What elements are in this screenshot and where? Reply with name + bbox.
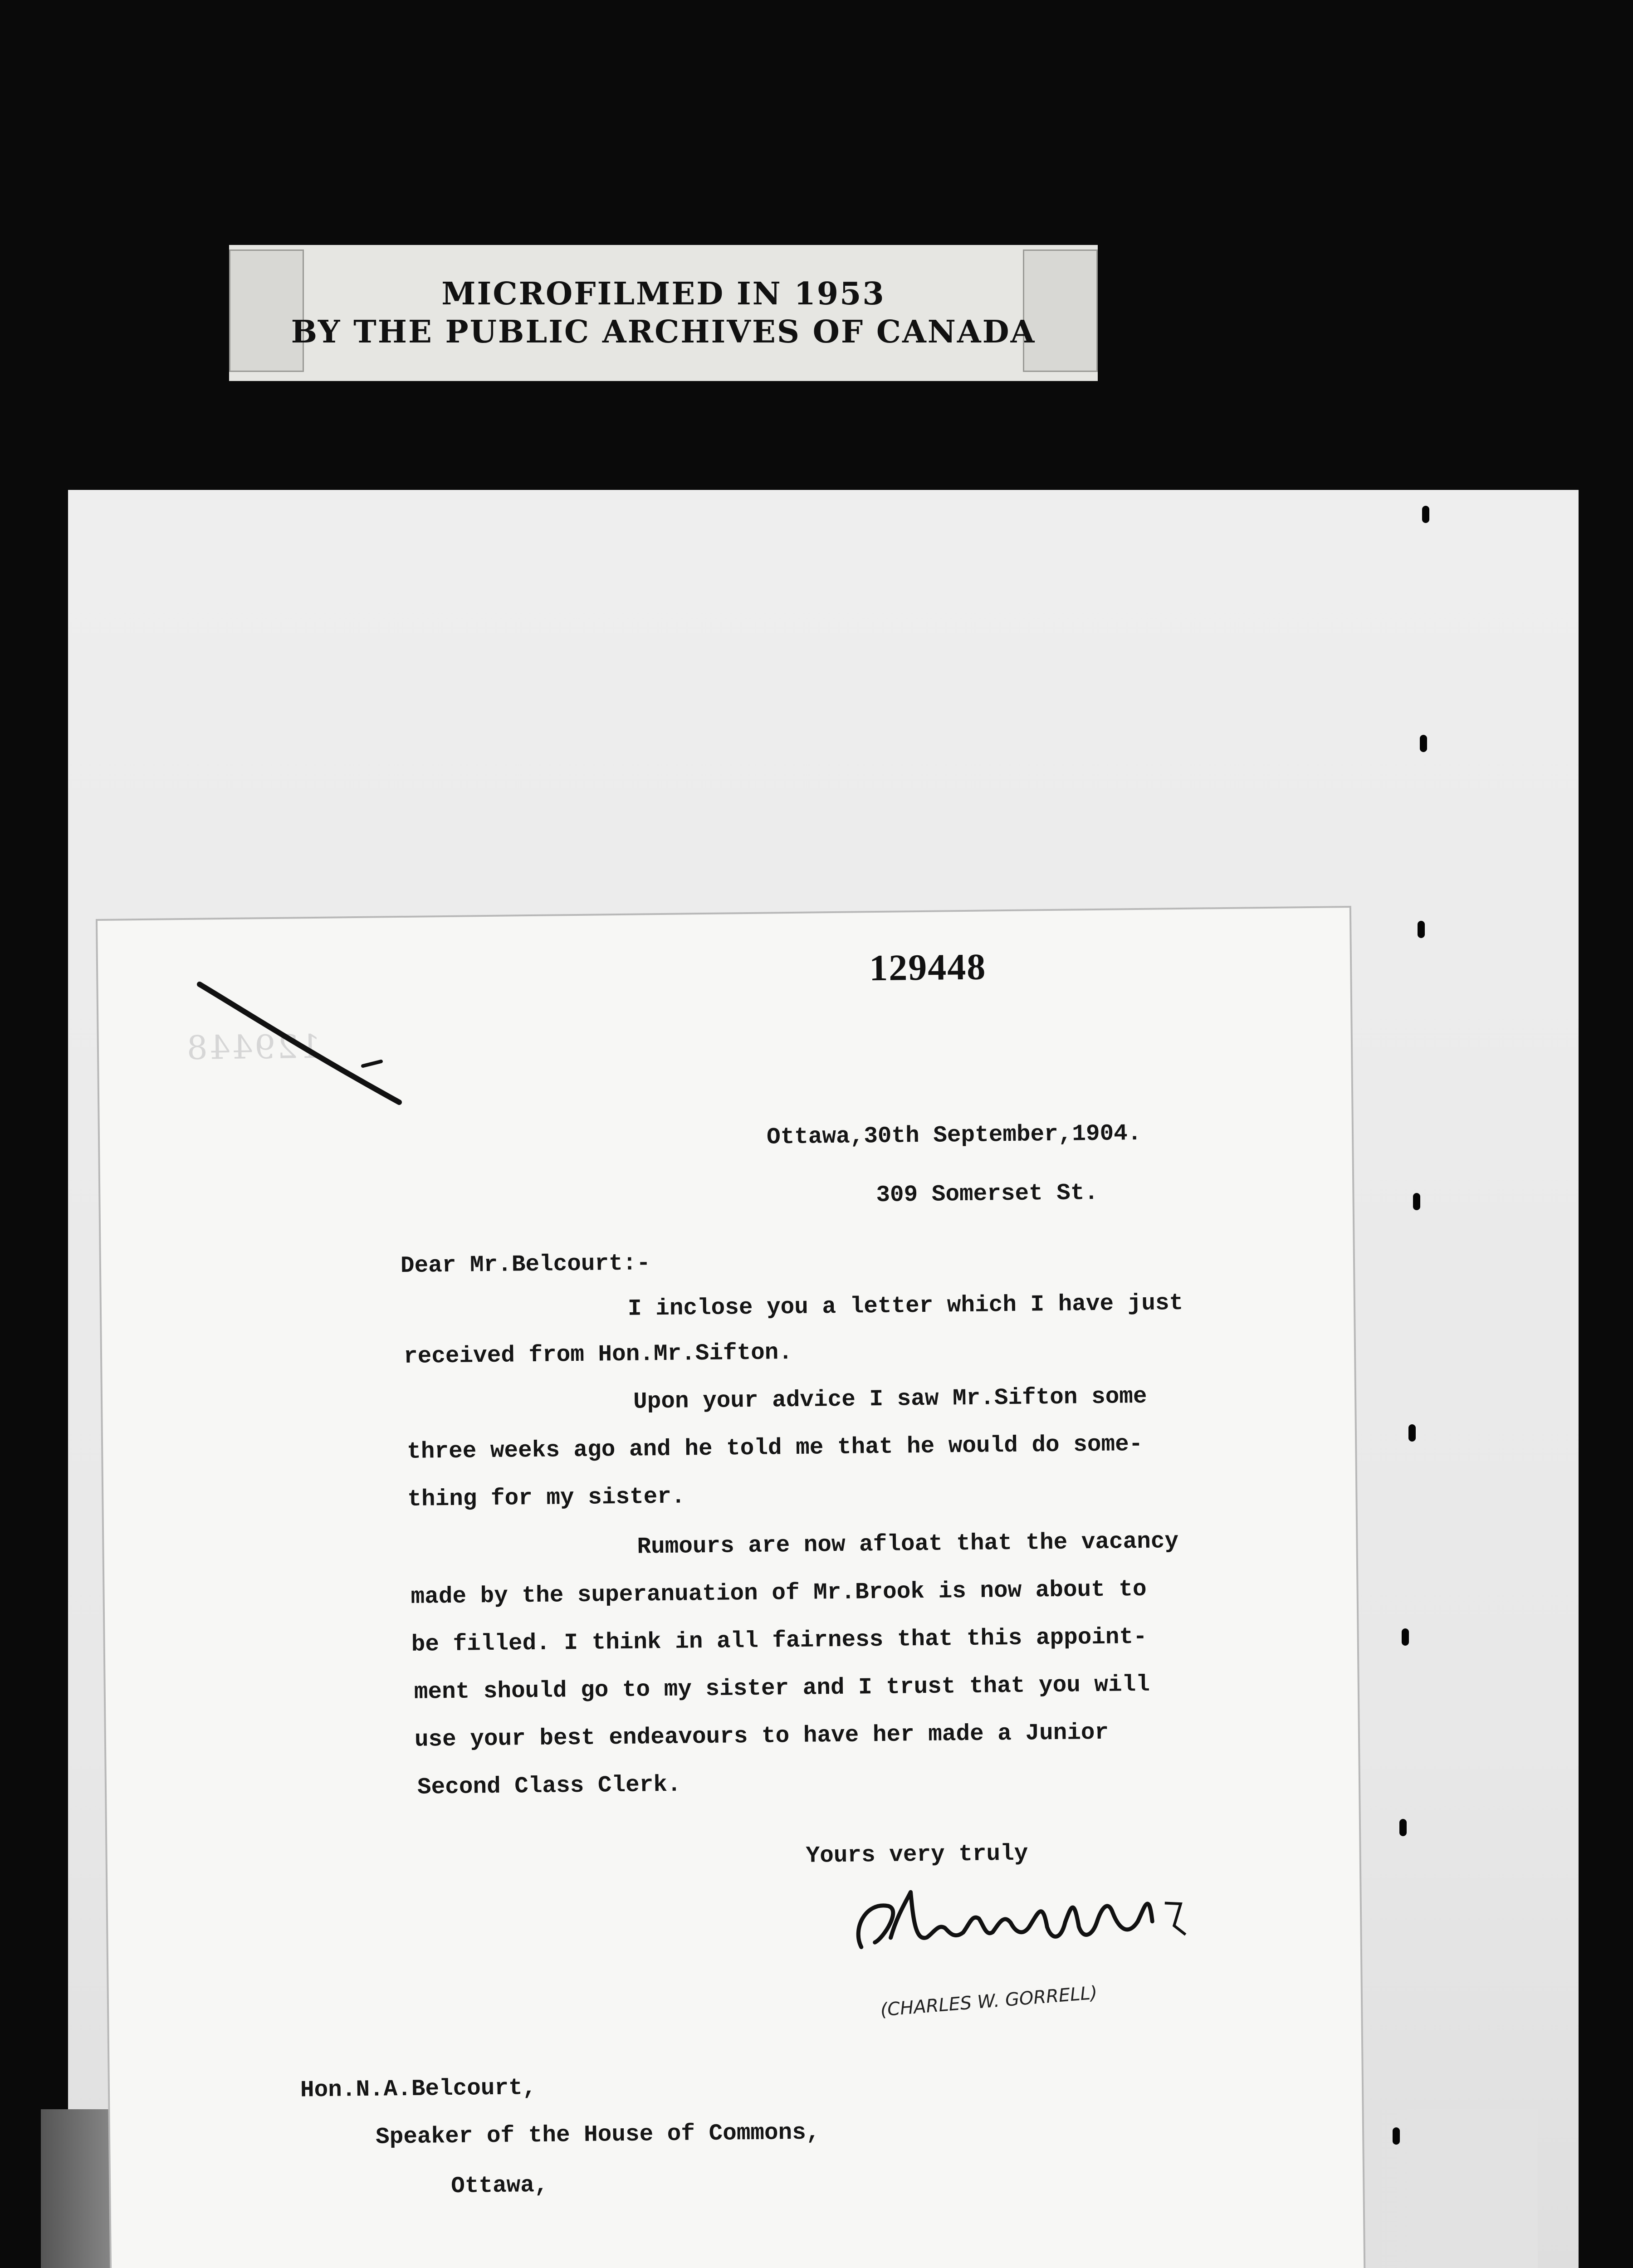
body-line: three weeks ago and he told me that he would do some- bbox=[407, 1431, 1143, 1465]
body-line: I inclose you a letter which I have just bbox=[627, 1290, 1183, 1322]
dateline: Ottawa,30th September,1904. bbox=[766, 1120, 1142, 1151]
pen-stroke-mark bbox=[191, 975, 408, 1111]
recipient-name: Hon.N.A.Belcourt, bbox=[300, 2075, 537, 2104]
body-line: Upon your advice I saw Mr.Sifton some bbox=[633, 1383, 1147, 1415]
handwritten-signature bbox=[847, 1871, 1193, 1975]
body-line: Second Class Clerk. bbox=[417, 1772, 681, 1801]
salutation: Dear Mr.Belcourt:- bbox=[400, 1251, 651, 1280]
body-line: use your best endeavours to have her made a Junior bbox=[414, 1720, 1109, 1753]
body-line: thing for my sister. bbox=[407, 1484, 685, 1513]
binder-hole-mark bbox=[1408, 1424, 1416, 1442]
binder-hole-mark bbox=[1422, 506, 1429, 523]
binder-hole-mark bbox=[1418, 921, 1425, 938]
binder-hole-mark bbox=[1413, 1193, 1420, 1210]
body-line: ment should go to my sister and I trust that you will bbox=[414, 1672, 1150, 1706]
body-line: made by the superanuation of Mr.Brook is now about to bbox=[411, 1576, 1147, 1610]
bleed-through-number: 129448 bbox=[185, 1027, 321, 1067]
banner-line-1: MICROFILMED IN 1953 bbox=[441, 276, 885, 312]
binder-hole-mark bbox=[1393, 2127, 1400, 2145]
microfilm-banner bbox=[229, 245, 1098, 381]
signature-annotation: (CHARLES W. GORRELL) bbox=[879, 1982, 1098, 2021]
recipient-title: Speaker of the House of Commons, bbox=[375, 2120, 820, 2151]
body-line: received from Hon.Mr.Sifton. bbox=[403, 1340, 793, 1370]
banner-tab-right bbox=[1023, 249, 1098, 372]
recipient-city: Ottawa, bbox=[450, 2172, 548, 2200]
sender-address: 309 Somerset St. bbox=[876, 1180, 1099, 1209]
banner-tab-left bbox=[229, 249, 304, 372]
body-line: be filled. I think in all fairness that this appoint- bbox=[411, 1624, 1148, 1658]
binder-hole-mark bbox=[1399, 1819, 1407, 1836]
document-number: 129448 bbox=[869, 946, 987, 989]
closing: Yours very truly bbox=[806, 1841, 1028, 1869]
binder-hole-mark bbox=[1402, 1628, 1409, 1646]
letter-sheet bbox=[98, 908, 1365, 2268]
banner-line-2: BY THE PUBLIC ARCHIVES OF CANADA bbox=[291, 314, 1036, 350]
binder-hole-mark bbox=[1420, 735, 1427, 752]
body-line: Rumours are now afloat that the vacancy bbox=[637, 1529, 1179, 1560]
